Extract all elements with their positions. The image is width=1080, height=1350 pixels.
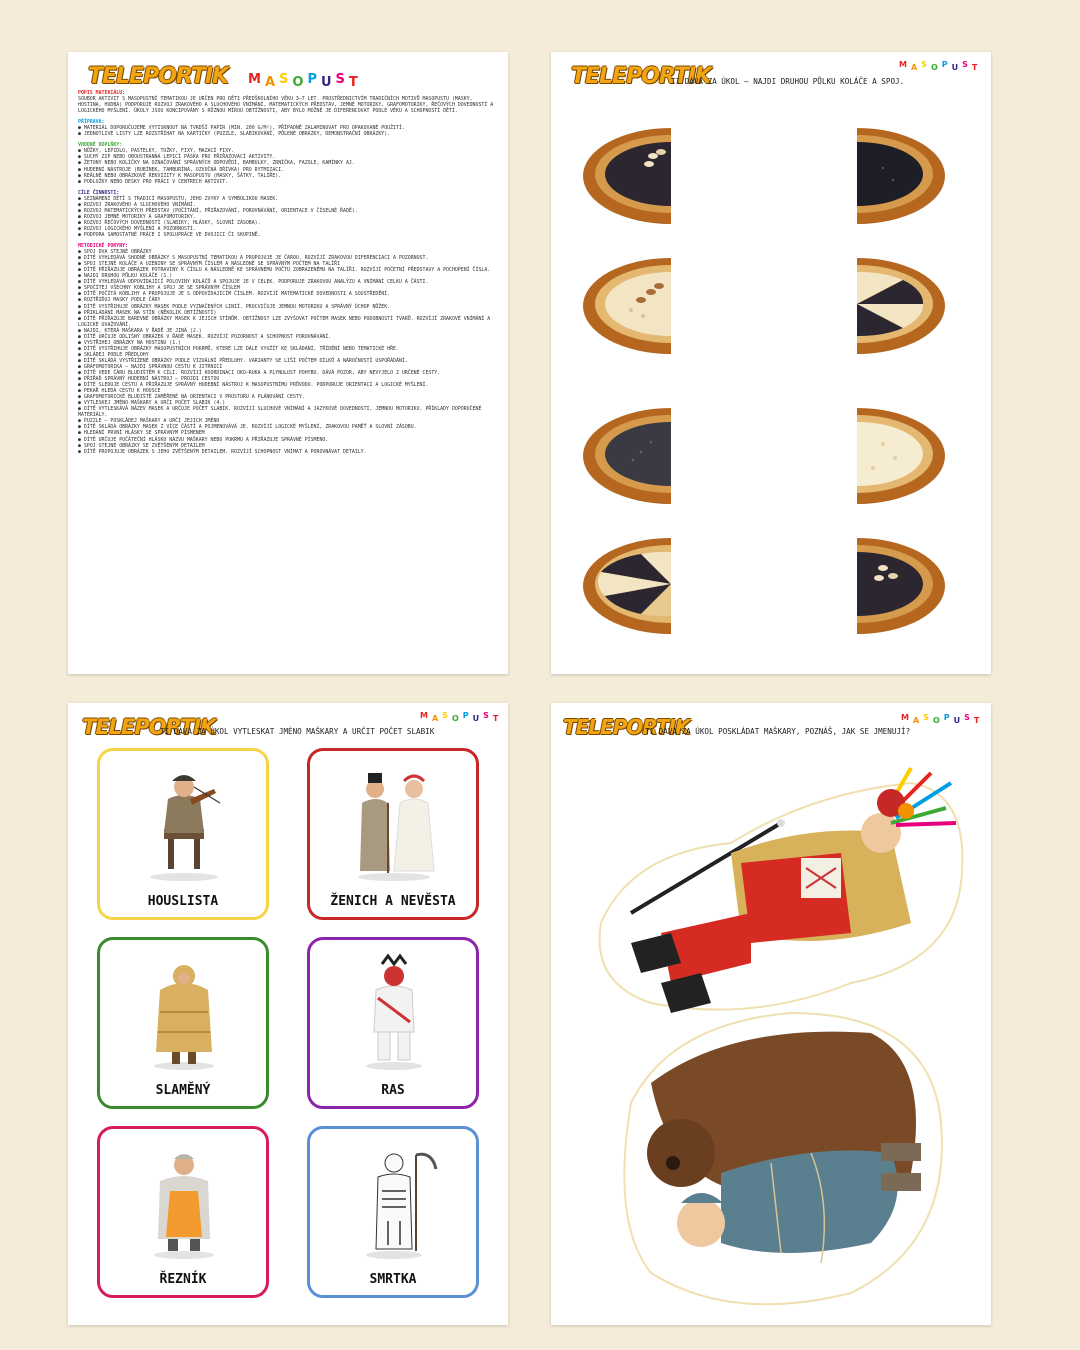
masopust-letter: A bbox=[431, 714, 443, 723]
card-reznik[interactable] bbox=[97, 1126, 269, 1298]
butcher-figure bbox=[138, 1141, 230, 1261]
masopust-letter: P bbox=[941, 60, 952, 69]
bullet-item: ● GRAFOMOTORICKÉ BLUDIŠTĚ ZAMĚŘENÉ NA ORIENTACI V PROSTORU A PLÁNOVÁNÍ CESTY. bbox=[78, 394, 498, 400]
bullet-item: ● HLEDÁNÍ PRVNÍ HLÁSKY SE SPRÁVNÝM PÍSMENEM bbox=[78, 430, 498, 436]
straw-mask-figure bbox=[138, 952, 230, 1072]
bullet-item: ● DÍTĚ SKLÁDÁ OBRÁZKY MASEK Z VÍCE ČÁSTÍ A POJMENOVÁVÁ JE. ROZVÍJÍ LOGICKÉ MYŠLENÍ, ZRAKOVOU PAMĚŤ A SLOVNÍ ZÁSOBU. bbox=[78, 424, 498, 430]
bullet-item: ● ROZVOJ ŘEČOVÝCH DOVEDNOSTÍ (SLABIKY, HLÁSKY, SLOVNÍ ZÁSOBA). bbox=[78, 220, 498, 226]
masopust-letter: U bbox=[951, 63, 963, 72]
masopust-letter: S bbox=[483, 711, 493, 720]
task-text: TI DÁVÁ ZA ÚKOL – NAJDI DRUHOU PŮLKU KOLÁČE A SPOJ. bbox=[671, 77, 905, 86]
bullet-item: ● ROZVOJ ZRAKOVÉHO A SLUCHOVÉHO VNÍMÁNÍ. bbox=[78, 202, 498, 208]
masopust-letter: S bbox=[962, 60, 972, 69]
card-zenich-a-nevesta[interactable] bbox=[307, 748, 479, 920]
card-label: ŘEZNÍK bbox=[159, 1272, 207, 1287]
section-paragraph: SOUBOR AKTIVIT S MASOPUSTNÍ TEMATIKOU JE URČEN PRO DĚTI PŘEDŠKOLNÍHO VĚKU 3–7 LET. PROSTŘEDNICTVÍM TRADIČNÍCH MOTIVŮ MASOPUSTU (MASKY, HOSTINA, HUDBA) PODPORUJE ROZVOJ ZRAKOVÉHO A SLUCHOVÉHO VNÍMÁNÍ, MATEMATICKÝCH PŘEDSTAV, JEMNÉ MOTORIKY, GRAFOMOTORIKY, ŘEČOVÝCH DOVEDNOSTÍ A LOGICKÉHO MYŠLENÍ. ÚKOLY JSOU KONCIPOVÁNY S RŮZNOU MÍROU OBTÍŽNOSTI, ABY BYLO MOŽNÉ JE DIFERENCOVAT PODLE VĚKU A SCHOPNOSTÍ DĚTÍ. bbox=[78, 96, 494, 115]
section-heading: CÍLE ČINNOSTI: bbox=[78, 189, 120, 196]
card-houslista[interactable] bbox=[97, 748, 269, 920]
bullet-item: ● PŘIŘAĎ SPRÁVNÝ HUDEBNÍ NÁSTROJ – PROJDI CESTOU bbox=[78, 376, 498, 382]
masopust-letter: U bbox=[472, 714, 484, 723]
masopust-letter: M bbox=[901, 713, 913, 722]
bullet-item: ● GRAFOMOTORIKA – NAJDI SPRÁVNOU CESTU K JITRNICI bbox=[78, 364, 498, 370]
bullet-item: ● SUCHÝ ZIP NEBO OBOUSTRANNÁ LEPICÍ PÁSKA PRO PŘIŘAZOVACÍ AKTIVITY. bbox=[78, 154, 498, 160]
task-text: TI DÁVÁ ZA ÚKOL VYTLESKAT JMÉNO MAŠKARY A URČIT POČET SLABIK bbox=[160, 727, 435, 736]
masopust-letter: O bbox=[292, 75, 308, 90]
bullet-item: ● PEKAŘ HLEDÁ CESTU K HOUSCE bbox=[78, 388, 498, 394]
bullet-item: ● DÍTĚ PŘIŘAZUJE OBRÁZEK POTRAVINY K ČÍSLU A NÁSLEDNĚ KE SPRÁVNÉMU POČTU ZOBRAZENÉMU NA TALÍŘI. ROZVÍJÍ POČETNÍ PŘEDSTAVY A POCHOPENÍ ČÍSLA. bbox=[78, 267, 498, 273]
masopust-letter: P bbox=[462, 711, 473, 720]
masopust-letter: T bbox=[973, 716, 984, 725]
teleportik-logo: TELEPORTIK bbox=[88, 64, 229, 89]
card-label: RAS bbox=[381, 1083, 405, 1098]
masopust-letter: O bbox=[451, 714, 463, 723]
bullet-item: ● PŘIKLÁDÁNÍ MASEK NA STÍN (NĚKOLIK OBTÍŽNOSTÍ) bbox=[78, 310, 498, 316]
bullet-item: ● HUDEBNÍ NÁSTROJE (BUBÍNEK, TAMBURÍNA, OZVUČNÁ DŘÍVKA) PRO RYTMIZACI. bbox=[78, 167, 498, 173]
page-syllables bbox=[68, 703, 508, 1325]
cake-half-right-1[interactable] bbox=[823, 122, 947, 230]
cake-half-left-4[interactable] bbox=[581, 532, 705, 640]
masopust-letter: A bbox=[264, 75, 279, 90]
masopust-letter: T bbox=[492, 714, 503, 723]
card-label: SLAMĚNÝ bbox=[155, 1083, 211, 1098]
masopust-letter: M bbox=[420, 711, 432, 720]
cake-half-right-4[interactable] bbox=[823, 532, 947, 640]
card-label: HOUSLISTA bbox=[147, 894, 219, 909]
card-label: ŽENICH A NEVĚSTA bbox=[330, 894, 456, 909]
teleportik-logo: TELEPORTIK bbox=[571, 64, 712, 89]
bride-groom-figure bbox=[348, 763, 440, 883]
masopust-letter: P bbox=[307, 72, 321, 87]
bullet-item: ● NŮŽKY, LEPIDLO, PASTELKY, TUŽKY, FIXY, MAZACÍ FIXY. bbox=[78, 148, 498, 154]
masopust-letter: O bbox=[932, 716, 944, 725]
bullet-item: ● DÍTĚ SKLÁDÁ VYSTŘIŽENÉ OBRÁZKY PODLE VIZUÁLNÍ PŘEDLOHY. VARIANTY SE LIŠÍ POČTEM DÍLKŮ A NÁROČNOSTÍ USPOŘÁDÁNÍ. bbox=[78, 358, 498, 364]
page-puzzle bbox=[551, 703, 991, 1325]
masopust-letter: T bbox=[971, 63, 982, 72]
page-description bbox=[68, 52, 508, 674]
bullet-item: ● DÍTĚ VYSTŘIHUJE OBRÁZKY MASEK PODLE VYZNAČENÝCH LINIÍ. PROCVIČUJE JEMNOU MOTORIKU A SPRÁVNÝ ÚCHOP NŮŽEK. bbox=[78, 304, 498, 310]
cake-half-left-2[interactable] bbox=[581, 252, 705, 360]
bullet-item: ● SPOČÍTEJ VŠECHNY KOBLIHY A SPOJ JE SE SPRÁVNÝM ČÍSLEM bbox=[78, 285, 498, 291]
masopust-letter: M bbox=[248, 72, 265, 87]
bullet-item: ● DÍTĚ VEDE ČÁRU BLUDIŠTĚM K CÍLI. ROZVÍJÍ KOORDINACI OKO–RUKA A PLYNULOST POHYBU. DÁVÁ POZOR, ABY NEVYJELO Z URČENÉ CESTY. bbox=[78, 370, 498, 376]
methodology-text bbox=[78, 90, 498, 455]
bullet-item: ● ROZTŘIĎUJ MASKY PODLE ČÁRY bbox=[78, 297, 498, 303]
bullet-item: ● VYSTŘIHEJ OBRÁZKY NA HOSTINU (1.) bbox=[78, 340, 498, 346]
ras-mask-figure bbox=[348, 952, 440, 1072]
bullet-item: ● SEZNÁMENÍ DĚTÍ S TRADICÍ MASOPUSTU, JEHO ZVYKY A SYMBOLIKOU MASEK. bbox=[78, 196, 498, 202]
bullet-item: ● DÍTĚ PŘIŘAZUJE BAREVNÉ OBRÁZKY MASEK K JEJICH STÍNŮM. OBTÍŽNOST LZE ZVYŠOVAT POČTEM MASEK NEBO PODOBNOSTÍ TVARŮ. ROZVÍJÍ ZRAKOVÉ VNÍMÁNÍ A LOGICKÉ UVAŽOVÁNÍ. bbox=[78, 316, 498, 328]
teleportik-logo: TELEPORTIK bbox=[82, 715, 216, 739]
bullet-item: ● DÍTĚ PROPOJUJE OBRÁZEK S JEHO ZVĚTŠENÝM DETAILEM. ROZVÍJÍ SCHOPNOST VNÍMAT A POROVNÁVAT DETAILY. bbox=[78, 449, 498, 455]
death-figure bbox=[348, 1141, 440, 1261]
masopust-letter: O bbox=[930, 63, 942, 72]
bullet-item: ● DÍTĚ VYSTŘIHUJE OBRÁZKY MASOPUSTNÍCH POKRMŮ, KTERÉ LZE DÁLE VYUŽÍT KE SKLÁDÁNÍ, TŘÍDĚNÍ NEBO TEMATICKÉ HŘE. bbox=[78, 346, 498, 352]
task-text: TI DÁVÁ ZA ÚKOL POSKLÁDAT MAŠKARY, POZNÁŠ, JAK SE JMENUJÍ? bbox=[645, 727, 911, 736]
cake-half-right-3[interactable] bbox=[823, 402, 947, 510]
section-heading: POPIS MATERIÁLU: bbox=[78, 90, 126, 96]
masopust-title bbox=[901, 713, 984, 725]
masopust-letter: P bbox=[943, 713, 954, 722]
bullet-item: ● PODPORA SAMOSTATNÉ PRÁCE I SPOLUPRÁCE VE DVOJICI ČI SKUPINĚ. bbox=[78, 232, 498, 238]
masopust-letter: S bbox=[442, 711, 452, 720]
section-heading: VHODNÉ DOPLŇKY: bbox=[78, 142, 123, 149]
bullet-item: ● PUZZLE – POSKLÁDEJ MAŠKARY A URČI JEJICH JMÉNO bbox=[78, 418, 498, 424]
bullet-item: ● DÍTĚ VYHLEDÁVÁ SHODNÉ OBRÁZKY S MASOPUSTNÍ TEMATIKOU A PROPOJUJE JE ČAROU. ROZVÍJÍ ZRAKOVOU DIFERENCIACI A POZORNOST. bbox=[78, 255, 498, 261]
bullet-item: ● SPOJ STEJNÉ KOLÁČE A UZENINY SE SPRÁVNÝM ČÍSLEM A NÁSLEDNĚ SE SPRÁVNÝM POČTEM NA TALÍŘI bbox=[78, 261, 498, 267]
bullet-item: ● SPOJ STEJNÉ OBRÁZKY SE ZVĚTŠENÝM DETAILEM bbox=[78, 443, 498, 449]
masopust-title bbox=[420, 711, 503, 723]
bullet-item: ● SPOJ DVA STEJNÉ OBRÁZKY bbox=[78, 249, 498, 255]
bullet-item: ● ŽETONY NEBO KOLÍČKY NA OZNAČOVÁNÍ SPRÁVNÝCH ODPOVĚDÍ, BAMBULKY, ZRNÍČKA, FAZOLE, KAMÍNKY AJ. bbox=[78, 160, 498, 166]
cake-half-left-1[interactable] bbox=[581, 122, 705, 230]
violinist-figure bbox=[138, 763, 230, 883]
bullet-item: ● ROZVOJ LOGICKÉHO MYŠLENÍ A POZORNOSTI. bbox=[78, 226, 498, 232]
masopust-letter: S bbox=[964, 713, 974, 722]
masopust-title bbox=[248, 72, 362, 90]
masopust-letter: S bbox=[923, 713, 933, 722]
masopust-letter: S bbox=[921, 60, 931, 69]
bullet-item: ● VYTLESKEJ JMÉNO MAŠKARY A URČI POČET SLABIK (4.) bbox=[78, 400, 498, 406]
masopust-letter: M bbox=[899, 60, 911, 69]
masopust-letter: U bbox=[953, 716, 965, 725]
masopust-letter: A bbox=[912, 716, 924, 725]
bullet-item: ● SKLÁDEJ PODLE PŘEDLOHY bbox=[78, 352, 498, 358]
bullet-item: ● DÍTĚ POČÍTÁ KOBLIHY A PROPOJUJE JE S ODPOVÍDAJÍCÍM ČÍSLEM. ROZVÍJÍ MATEMATICKÉ DOVEDNOSTI A SOUSTŘEDĚNÍ. bbox=[78, 291, 498, 297]
page-cakes bbox=[551, 52, 991, 674]
card-smrtka[interactable] bbox=[307, 1126, 479, 1298]
card-label: SMRTKA bbox=[369, 1272, 417, 1287]
puzzle-verbunk-figure[interactable] bbox=[591, 763, 971, 1023]
puzzle-bear-figure[interactable] bbox=[611, 1003, 951, 1313]
bullet-item: ● ROZVOJ JEMNÉ MOTORIKY A GRAFOMOTORIKY. bbox=[78, 214, 498, 220]
masopust-letter: S bbox=[279, 72, 293, 87]
bullet-item: ● NAJDI, KTERÁ MAŠKARA V ŘADĚ JE JINÁ (2.) bbox=[78, 328, 498, 334]
card-slameny[interactable] bbox=[97, 937, 269, 1109]
cake-half-left-3[interactable] bbox=[581, 402, 705, 510]
bullet-item: ● DÍTĚ VYTLESKÁVÁ NÁZEV MASEK A URČUJE POČET SLABIK. ROZVÍJÍ SLUCHOVÉ VNÍMÁNÍ A JAZYKOVÉ DOVEDNOSTI, JEMNOU MOTORIKU. PŘÍKLADY DOPORUČENÉ MATERIÁLY. bbox=[78, 406, 498, 418]
bullet-item: ● NAJDI DRUHOU PŮLKU KOLÁČE (1.) bbox=[78, 273, 498, 279]
teleportik-logo: TELEPORTIK bbox=[563, 715, 690, 739]
masopust-title bbox=[899, 60, 982, 72]
masopust-letter: A bbox=[910, 63, 922, 72]
bullet-item: ● ROZVOJ MATEMATICKÝCH PŘEDSTAV (POČÍTÁNÍ, PŘIŘAZOVÁNÍ, POROVNÁVÁNÍ, ORIENTACE V ČÍSELNÉ ŘADĚ). bbox=[78, 208, 498, 214]
bullet-item: ● MATERIÁL DOPORUČUJEME VYTISKNOUT NA TVRDŠÍ PAPÍR (MIN. 200 G/M²), PŘÍPADNĚ ZALAMINOVAT PRO OPAKOVANÉ POUŽITÍ. bbox=[78, 125, 498, 131]
bullet-item: ● DÍTĚ VYHLEDÁVÁ ODPOVÍDAJÍCÍ POLOVINY KOLÁČŮ A SPOJUJE JE V CELEK. PODPORUJE ZRAKOVOU ANALÝZU A VNÍMÁNÍ CELKU A ČÁSTI. bbox=[78, 279, 498, 285]
masopust-letter: U bbox=[320, 75, 336, 90]
masopust-letter: S bbox=[335, 72, 349, 87]
bullet-item: ● DÍTĚ URČUJE POČÁTEČNÍ HLÁSKU NÁZVU MAŠKARY NEBO POKRMU A PŘIŘAZUJE SPRÁVNÉ PÍSMENO. bbox=[78, 437, 498, 443]
cake-half-right-2[interactable] bbox=[823, 252, 947, 360]
section-heading: PŘÍPRAVA: bbox=[78, 119, 105, 126]
bullet-item: ● DÍTĚ SLEDUJE CESTU A PŘIŘAZUJE SPRÁVNÝ HUDEBNÍ NÁSTROJ K MASOPUSTNÍMU PRŮVODU. PODPORUJE ORIENTACI A LOGICKÉ MYŠLENÍ. bbox=[78, 382, 498, 388]
bullet-item: ● DÍTĚ URČUJE ODLIŠNÝ OBRÁZEK V ŘADĚ MASEK. ROZVÍJÍ POZORNOST A SCHOPNOST POROVNÁVÁNÍ. bbox=[78, 334, 498, 340]
card-ras[interactable] bbox=[307, 937, 479, 1109]
bullet-item: ● JEDNOTLIVÉ LISTY LZE ROZSTŘÍHAT NA KARTIČKY (PUZZLE, SLABIKOVÁNÍ, PŮLENÉ OBRÁZKY, DEMONSTRAČNÍ OBRÁZKY). bbox=[78, 131, 498, 137]
bullet-item: ● REÁLNÉ NEBO OBRÁZKOVÉ REKVIZITY K MASOPUSTU (MASKY, ŠÁTKY, TALÍŘE). bbox=[78, 173, 498, 179]
section-heading: METODICKÉ POKYNY: bbox=[78, 243, 129, 250]
masopust-letter: T bbox=[348, 75, 362, 90]
bullet-item: ● PODLOŽKY NEBO DESKY PRO PRÁCI V CENTRECH AKTIVIT. bbox=[78, 179, 498, 185]
